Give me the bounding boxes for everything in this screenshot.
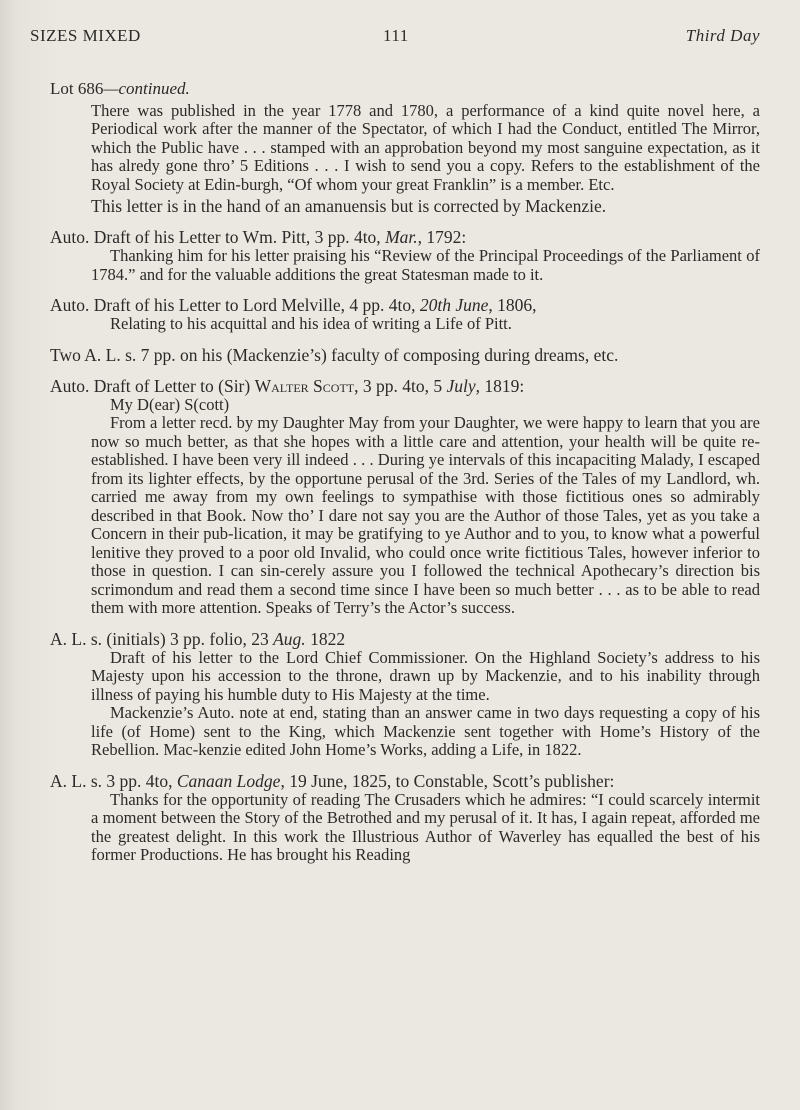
entry-salutation: My D(ear) S(cott) (110, 394, 230, 414)
entry-heading-date: 20th June (419, 295, 489, 315)
entry-heading-tail: , 19 June, 1825, to Constable, Scott’s publisher: (280, 770, 615, 791)
entry-heading-place: Canaan Lodge (176, 770, 281, 791)
entry-paragraph: Relating to his acquittal and his idea of writing a Life of Pitt. (110, 314, 512, 333)
entry-paragraph: Thanks for the opportunity of reading The Crusaders which he admires: “I could scarcely intermit a moment between the Story of the Betrothed and my perusal of it. It has, I again repeat, afforded me the greatest delight. In this work the Illustrious Author of Waverley has equalled the best of his former Productions. He has brought his Reading (91, 789, 760, 864)
entry-heading (50, 376, 760, 396)
entry-heading-tail: 1822 (305, 628, 346, 649)
header-section-title: SIZES MIXED (30, 26, 141, 45)
entry-heading-text: Auto. Draft of his Letter to Lord Melville, 4 pp. 4to, (50, 295, 420, 315)
page-header (30, 26, 760, 50)
entry-heading (50, 295, 760, 315)
page-number: 111 (383, 26, 409, 45)
intro-paragraph: This letter is in the hand of an amanuensis but is corrected by Mackenzie. (91, 196, 607, 216)
entry-heading-text: Two A. L. s. 7 pp. on his (Mackenzie’s) faculty of composing during dreams, etc. (50, 344, 619, 365)
entry-heading-mid: , 3 pp. 4to, 5 (354, 375, 447, 396)
entry-paragraph: From a letter recd. by my Daughter May from your Daughter, we were happy to learn that you are now so much better, as that she hopes with a little care and attention, your health will be quite re-established. I have been very ill indeed . . . During ye intervals of this incapaciting Malady, I escaped from its lighter effects, by the opportune perusal of the 3rd. Series of the Tales of my Landlord, wh. carried me away from my own feelings to sympathise with those fictitious ones so admirably described in that Book. Now tho’ I dare not say you are the Author of those Tales, yet as you take a Concern in their pub-lication, it may be gratifying to ye Author and to you, to know what a powerful lenitive they proved to a poor old Invalid, who could once write fictitious Tales, however inferior to those in question. I can sin-cerely assure you I followed the technical Apothecary’s direction bis scrimondum and read them a second time since I have been so much better . . . as to be able to read them with more attention. Speaks of Terry’s the Actor’s success. (91, 413, 760, 617)
entry-heading-tail: , 1819: (475, 375, 525, 396)
entry-paragraph: Thanking him for his letter praising his “Review of the Principal Proceedings of the Parliament of 1784.” and for the valuable additions the great Statesman made to it. (91, 246, 760, 284)
entry-heading (50, 345, 760, 365)
catalogue-content (50, 80, 760, 865)
entry-heading (50, 771, 760, 791)
entry-heading-tail: , 1806, (488, 295, 537, 315)
header-day-label: Third Day (685, 26, 760, 45)
entry-heading (50, 227, 760, 247)
lot-heading (50, 80, 760, 99)
entry-heading-date: Mar. (385, 227, 418, 247)
intro-paragraph: There was published in the year 1778 and 1780, a performance of a kind quite novel here, a Periodical work after the manner of the Spectator, of which I had the Conduct, entitled The Mirror, which the Public have . . . stamped with an approbation beyond my most sanguine expectation, as it has alredy gone thro’ 5 Editions . . . I wish to send you a copy. Refers to the establishment of the Royal Society at Edin-burgh, “Of whom your great Franklin” is a member. Etc. (91, 100, 760, 194)
entry-heading-name: Walter Scott (254, 375, 355, 396)
entry-heading-date: July (446, 375, 476, 396)
entry-paragraph: Mackenzie’s Auto. note at end, stating than an answer came in two days requesting a copy of his life (of Home) sent to the King, which Mackenzie sent together with Home’s History of the Rebellion. Mac-kenzie edited John Home’s Works, adding a Life, in 1822. (91, 703, 760, 759)
entry-heading-tail: , 1792: (417, 227, 467, 247)
entry-heading-text: A. L. s. (initials) 3 pp. folio, 23 (50, 628, 274, 649)
entry-heading-text: A. L. s. 3 pp. 4to, (50, 770, 177, 791)
entry-heading (50, 629, 760, 649)
lot-label: Lot 686 (50, 79, 104, 98)
entry-heading-text: Auto. Draft of his Letter to Wm. Pitt, 3 pp. 4to, (50, 227, 386, 247)
entry-heading-text: Auto. Draft of Letter to (Sir) (50, 375, 255, 396)
entry-heading-date: Aug. (273, 628, 306, 649)
lot-continued: —continued. (103, 79, 190, 98)
entry-paragraph: Draft of his letter to the Lord Chief Commissioner. On the Highland Society’s address to his Majesty upon his accession to the throne, drawn up by Mackenzie, and to his inability through illness of paying his humble duty to His Majesty at the time. (91, 647, 760, 704)
